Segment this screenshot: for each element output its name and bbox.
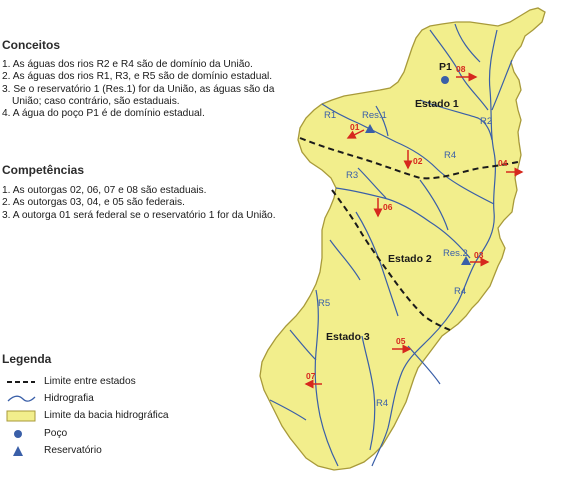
state-label: Estado 1 bbox=[415, 98, 459, 110]
state-label: Estado 3 bbox=[326, 331, 370, 343]
river-label: R4 bbox=[454, 286, 467, 297]
river-label: R1 bbox=[324, 110, 337, 121]
concept-item: 2. As águas dos rios R1, R3, e R5 são de domínio estadual. bbox=[2, 71, 273, 83]
basin-outline bbox=[260, 8, 545, 470]
river-label: R3 bbox=[346, 170, 359, 181]
grant-label: 03 bbox=[474, 250, 484, 260]
legend-label: Poço bbox=[44, 428, 68, 439]
grant-label: 04 bbox=[498, 158, 508, 168]
river-label: R4 bbox=[444, 150, 457, 161]
grant-label: 08 bbox=[456, 64, 466, 74]
river-label: R4 bbox=[376, 398, 389, 409]
legend-label: Limite da bacia hidrográfica bbox=[44, 410, 169, 421]
reservoir-label: Res.2 bbox=[443, 248, 468, 259]
concept-item: 1. As águas dos rios R2 e R4 são de domínio da União. bbox=[2, 59, 253, 70]
grant-label: 06 bbox=[383, 202, 393, 212]
legend-title: Legenda bbox=[2, 352, 52, 366]
competencies-title: Competências bbox=[2, 163, 85, 177]
well-label: P1 bbox=[439, 61, 452, 73]
grant-label: 07 bbox=[306, 371, 316, 381]
river-label: R5 bbox=[318, 298, 331, 309]
legend-label: Limite entre estados bbox=[44, 376, 136, 387]
competency-item: 3. A outorga 01 será federal se o reservatório 1 for da União. bbox=[2, 209, 276, 221]
competency-item: 2. As outorgas 03, 04, e 05 são federais. bbox=[2, 197, 185, 209]
competency-item: 1. As outorgas 02, 06, 07 e 08 são estaduais. bbox=[2, 185, 207, 196]
river-label: R2 bbox=[480, 116, 493, 127]
well-p1-marker[interactable] bbox=[441, 76, 449, 84]
concepts-title: Conceitos bbox=[2, 38, 61, 52]
state-label: Estado 2 bbox=[388, 253, 432, 265]
concept-item: 3. Se o reservatório 1 (Res.1) for da União, as águas são da União; caso contrário, são estaduais. bbox=[2, 83, 275, 107]
reservoir-label: Res.1 bbox=[362, 110, 387, 121]
concept-item: 4. A água do poço P1 é de domínio estadual. bbox=[2, 108, 205, 120]
grant-label: 01 bbox=[350, 122, 360, 132]
grant-label: 05 bbox=[396, 336, 406, 346]
grant-label: 02 bbox=[413, 156, 423, 166]
legend-label: Hidrografia bbox=[44, 393, 94, 404]
legend-label: Reservatório bbox=[44, 445, 102, 456]
